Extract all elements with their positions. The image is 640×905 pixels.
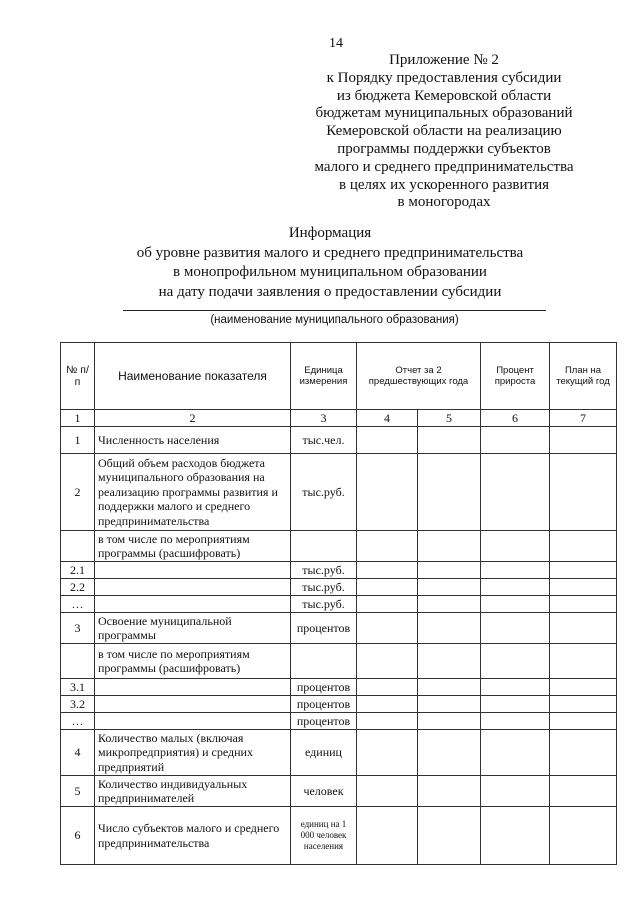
row-num: 1 (61, 427, 95, 454)
cell-report-1 (357, 713, 418, 730)
row-name: Число субъектов малого и среднего предпринимательства (95, 807, 291, 865)
cell-report-2 (418, 730, 481, 776)
cell-plan (550, 596, 617, 613)
row-num: 2.1 (61, 562, 95, 579)
table-row (61, 531, 617, 562)
cell-plan (550, 562, 617, 579)
cell-plan (550, 427, 617, 454)
row-name (95, 562, 291, 579)
cell-report-1 (357, 644, 418, 679)
table-row (61, 562, 617, 579)
appendix-line: в моногородах (397, 194, 491, 211)
cell-growth (481, 807, 550, 865)
row-unit: процентов (291, 679, 357, 696)
cell-report-1 (357, 807, 418, 865)
row-num: 3 (61, 613, 95, 644)
row-name (95, 679, 291, 696)
row-name (95, 579, 291, 596)
row-unit: тыс.руб. (291, 579, 357, 596)
cell-report-2 (418, 696, 481, 713)
cell-report-1 (357, 730, 418, 776)
row-num: … (61, 596, 95, 613)
table-row (61, 454, 617, 531)
cell-report-2 (418, 807, 481, 865)
row-unit: тыс.руб. (291, 596, 357, 613)
table-header-row (61, 343, 617, 410)
row-name: Освоение муниципальной программы (95, 613, 291, 644)
header-num: № п/п (61, 343, 95, 410)
column-number: 3 (291, 410, 357, 427)
row-unit (291, 644, 357, 679)
cell-report-2 (418, 579, 481, 596)
cell-report-1 (357, 579, 418, 596)
cell-growth (481, 427, 550, 454)
cell-report-2 (418, 427, 481, 454)
cell-report-2 (418, 613, 481, 644)
document-title (70, 224, 590, 302)
row-unit: единиц (291, 730, 357, 776)
appendix-line: из бюджета Кемеровской области (336, 87, 552, 104)
row-name: Численность населения (95, 427, 291, 454)
header-report: Отчет за 2 предшествующих года (357, 343, 481, 410)
row-name (95, 713, 291, 730)
column-number: 6 (481, 410, 550, 427)
cell-report-1 (357, 776, 418, 807)
row-unit: тыс.чел. (291, 427, 357, 454)
cell-growth (481, 562, 550, 579)
column-number: 4 (357, 410, 418, 427)
cell-plan (550, 679, 617, 696)
cell-report-1 (357, 454, 418, 531)
table-row (61, 596, 617, 613)
cell-report-2 (418, 679, 481, 696)
appendix-line: малого и среднего предпринимательства (314, 158, 574, 175)
row-unit: тыс.руб. (291, 454, 357, 531)
title-line: в монопрофильном муниципальном образовании (173, 264, 487, 281)
row-num: … (61, 713, 95, 730)
cell-report-2 (418, 531, 481, 562)
column-number: 5 (418, 410, 481, 427)
municipality-name-caption: (наименование муниципального образования) (210, 314, 459, 326)
column-number: 1 (61, 410, 95, 427)
cell-report-1 (357, 679, 418, 696)
cell-report-1 (357, 696, 418, 713)
appendix-line: программы поддержки субъектов (337, 140, 551, 157)
cell-plan (550, 696, 617, 713)
cell-plan (550, 644, 617, 679)
cell-plan (550, 730, 617, 776)
table-row (61, 679, 617, 696)
cell-growth (481, 696, 550, 713)
row-num: 2 (61, 454, 95, 531)
row-unit: тыс.руб. (291, 562, 357, 579)
row-num: 3.2 (61, 696, 95, 713)
cell-report-1 (357, 596, 418, 613)
table-row (61, 427, 617, 454)
appendix-line: к Порядку предоставления субсидии (326, 69, 562, 86)
column-number-row (61, 410, 617, 427)
cell-growth (481, 713, 550, 730)
cell-growth (481, 644, 550, 679)
row-name: в том числе по мероприятиям программы (расшифровать) (95, 531, 291, 562)
row-num (61, 644, 95, 679)
table-row (61, 807, 617, 865)
cell-report-1 (357, 613, 418, 644)
appendix-line: в целях их ускоренного развития (338, 176, 550, 193)
table-row (61, 613, 617, 644)
appendix-line: Приложение № 2 (389, 52, 499, 68)
title-line: об уровне развития малого и среднего предпринимательства (136, 244, 524, 261)
row-unit: процентов (291, 713, 357, 730)
cell-report-2 (418, 562, 481, 579)
cell-plan (550, 776, 617, 807)
row-num: 6 (61, 807, 95, 865)
row-name: Количество индивидуальных предпринимателей (95, 776, 291, 807)
row-unit: процентов (291, 613, 357, 644)
cell-plan (550, 613, 617, 644)
header-name: Наименование показателя (95, 343, 291, 410)
cell-report-2 (418, 713, 481, 730)
title-line: на дату подачи заявления о предоставлении субсидии (158, 283, 502, 300)
table-row (61, 696, 617, 713)
cell-plan (550, 454, 617, 531)
appendix-line: Кемеровской области на реализацию (326, 123, 562, 140)
municipality-name-line (123, 310, 546, 311)
row-unit: процентов (291, 696, 357, 713)
indicators-table (60, 342, 617, 865)
cell-growth (481, 613, 550, 644)
row-num (61, 531, 95, 562)
table-row (61, 730, 617, 776)
cell-growth (481, 579, 550, 596)
cell-growth (481, 531, 550, 562)
column-number: 7 (550, 410, 617, 427)
page-number: 14 (329, 36, 343, 51)
table-row (61, 776, 617, 807)
cell-growth (481, 730, 550, 776)
table-row (61, 579, 617, 596)
cell-growth (481, 454, 550, 531)
appendix-line: бюджетам муниципальных образований (315, 105, 573, 122)
cell-report-1 (357, 562, 418, 579)
row-num: 2.2 (61, 579, 95, 596)
cell-growth (481, 776, 550, 807)
title-line: Информация (288, 225, 372, 241)
row-name (95, 596, 291, 613)
cell-plan (550, 579, 617, 596)
cell-growth (481, 596, 550, 613)
row-unit (291, 531, 357, 562)
table-row (61, 713, 617, 730)
appendix-header (300, 52, 588, 212)
row-num: 5 (61, 776, 95, 807)
table-row (61, 644, 617, 679)
row-num: 3.1 (61, 679, 95, 696)
cell-growth (481, 679, 550, 696)
cell-plan (550, 807, 617, 865)
column-number: 2 (95, 410, 291, 427)
cell-report-2 (418, 644, 481, 679)
row-unit: человек (291, 776, 357, 807)
row-name: Общий объем расходов бюджета муниципального образования на реализацию программы развития и поддержки малого и среднего предпринимательства (95, 454, 291, 531)
cell-report-2 (418, 596, 481, 613)
header-unit: Единица измерения (291, 343, 357, 410)
cell-plan (550, 713, 617, 730)
row-name: в том числе по мероприятиям программы (расшифровать) (95, 644, 291, 679)
row-name (95, 696, 291, 713)
header-growth: Процент прироста (481, 343, 550, 410)
cell-report-2 (418, 454, 481, 531)
cell-report-1 (357, 427, 418, 454)
header-plan: План на текущий год (550, 343, 617, 410)
row-num: 4 (61, 730, 95, 776)
row-name: Количество малых (включая микропредприятия) и средних предприятий (95, 730, 291, 776)
cell-report-2 (418, 776, 481, 807)
cell-plan (550, 531, 617, 562)
row-unit: единиц на 1 000 человек населения (291, 807, 357, 865)
cell-report-1 (357, 531, 418, 562)
